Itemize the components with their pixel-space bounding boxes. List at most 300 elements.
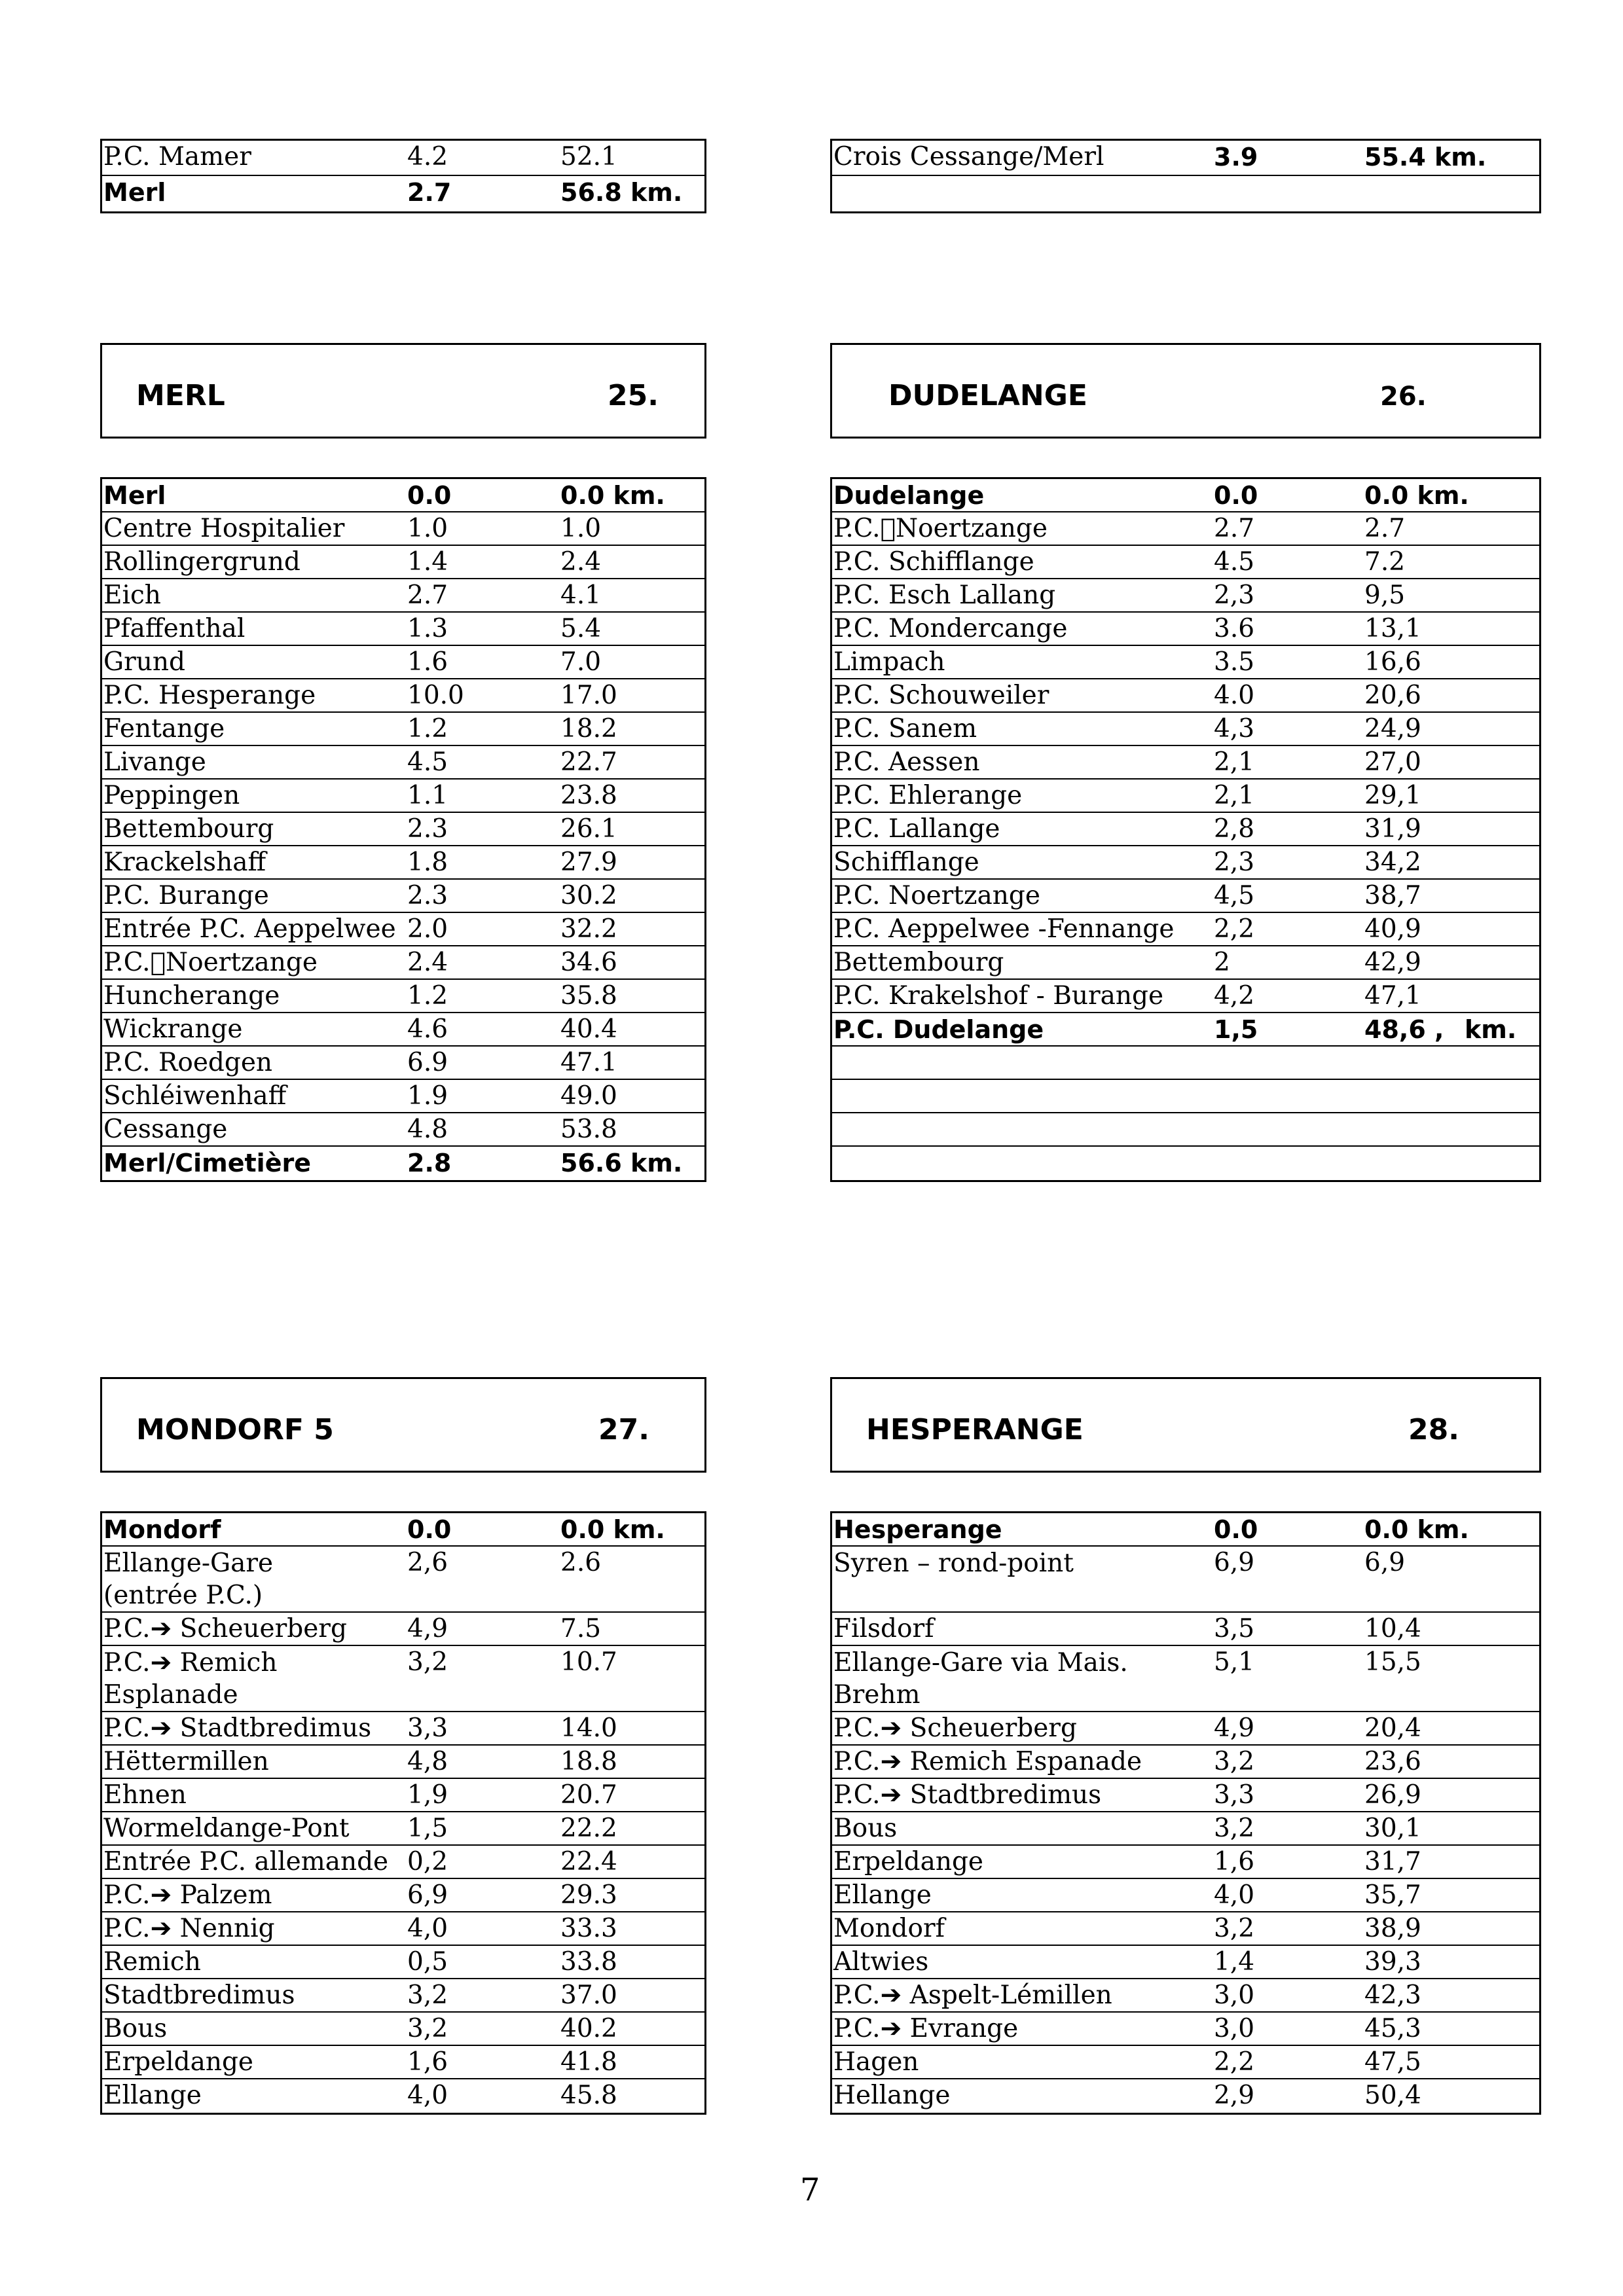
place-name: Cessange (103, 1115, 228, 1144)
place-name: Altwies (833, 1947, 929, 1977)
place-name: P.C.➔ Nennig (103, 1914, 275, 1943)
place-name: Ehnen (103, 1780, 187, 1810)
segment-distance: 4.5 (407, 747, 448, 777)
place-name: Entrée P.C. allemande (103, 1847, 389, 1876)
cumulative-distance: 17.0 (560, 681, 617, 710)
cumulative-distance: 23,6 (1364, 1747, 1421, 1776)
segment-distance: 1.2 (407, 714, 448, 744)
cumulative-distance: 7.2 (1364, 547, 1406, 577)
cumulative-distance: 13,1 (1364, 614, 1421, 643)
place-name: Huncherange (103, 981, 280, 1011)
cumulative-distance: 55.4 km. (1364, 143, 1487, 171)
table-row (832, 1513, 1539, 1547)
table-row (102, 1746, 704, 1779)
place-name: Stadtbredimus (103, 1981, 295, 2010)
route-table-mondorf (100, 1511, 706, 2115)
cumulative-distance: 40,9 (1364, 914, 1421, 944)
place-name: P.C. Roedgen (103, 1048, 273, 1077)
table-row (832, 1979, 1539, 2013)
segment-distance: 3,2 (1214, 1814, 1255, 1843)
cumulative-distance: 23.8 (560, 781, 617, 810)
place-name: Fentange (103, 714, 225, 744)
cumulative-distance: 35.8 (560, 981, 617, 1011)
segment-distance: 4,2 (1214, 981, 1255, 1011)
cumulative-distance: 40.4 (560, 1014, 617, 1044)
place-name: P.C.➔ Scheuerberg (833, 1713, 1077, 1743)
route-number: 27. (598, 1413, 649, 1446)
place-name: Mondorf (103, 1515, 221, 1544)
cumulative-distance: 5.4 (560, 614, 602, 643)
table-row (832, 946, 1539, 980)
table-row (102, 780, 704, 813)
table-row (102, 746, 704, 780)
segment-distance: 3,2 (1214, 1914, 1255, 1943)
table-row (102, 1047, 704, 1080)
cumulative-distance: 2.6 (560, 1548, 602, 1577)
table-row (832, 1846, 1539, 1879)
segment-distance: 2 (1214, 948, 1230, 977)
place-name: Remich (103, 1947, 201, 1977)
segment-distance: 4.2 (407, 142, 448, 171)
route-title-box-dudelange (830, 343, 1541, 439)
segment-distance: 4,9 (1214, 1713, 1255, 1743)
segment-distance: 3,0 (1214, 2014, 1255, 2043)
place-name: Schifflange (833, 848, 979, 877)
place-name: Ellange (833, 1880, 932, 1910)
route-table-hesperange (830, 1511, 1541, 2115)
segment-distance: 4,0 (1214, 1880, 1255, 1910)
cumulative-distance: 52.1 (560, 142, 617, 171)
cumulative-distance: 0.0 km. (560, 481, 665, 510)
table-row (102, 1946, 704, 1979)
table-row (102, 713, 704, 746)
table-row (832, 176, 1539, 211)
table-row (832, 1547, 1539, 1613)
place-name: P.C. Schifflange (833, 547, 1034, 577)
place-name: Ellange-Gare via Mais. Brehm (833, 1648, 1128, 1710)
cumulative-distance: 20,4 (1364, 1713, 1421, 1743)
segment-distance: 2.7 (1214, 514, 1255, 543)
table-row (102, 1879, 704, 1912)
table-row (832, 479, 1539, 512)
cumulative-distance: 24,9 (1364, 714, 1421, 744)
cumulative-distance: 26.1 (560, 814, 617, 844)
route-table-dudelange (830, 477, 1541, 1182)
place-name: Entrée P.C. Aeppelwee (103, 914, 396, 944)
segment-distance: 3.6 (1214, 614, 1255, 643)
cumulative-distance: 10,4 (1364, 1614, 1421, 1643)
segment-distance: 3,2 (407, 1981, 448, 2010)
segment-distance: 1,5 (1214, 1015, 1258, 1044)
cumulative-distance: 20,6 (1364, 681, 1421, 710)
segment-distance: 1.0 (407, 514, 448, 543)
table-row (102, 2079, 704, 2113)
cumulative-distance: 56.8 km. (560, 178, 683, 207)
segment-distance: 4.8 (407, 1115, 448, 1144)
table-row (102, 1113, 704, 1147)
cumulative-distance: 15,5 (1364, 1647, 1421, 1677)
table-row (832, 2013, 1539, 2046)
segment-distance: 4,5 (1214, 881, 1255, 910)
place-name: P.C. Lallange (833, 814, 1000, 844)
cumulative-distance: 32.2 (560, 914, 617, 944)
cumulative-distance: 47.1 (560, 1048, 617, 1077)
segment-distance: 2,1 (1214, 747, 1255, 777)
segment-distance: 0.0 (407, 1515, 452, 1544)
table-row (102, 646, 704, 679)
place-name-main: Ellange-Gare (103, 1549, 274, 1578)
segment-distance: 1.6 (407, 647, 448, 677)
place-name: P.C.➔ Evrange (833, 2014, 1019, 2043)
cumulative-distance: 29.3 (560, 1880, 617, 1910)
place-name: Merl/Cimetière (103, 1149, 311, 1177)
distance-unit: km. (1465, 1015, 1517, 1044)
place-name: P.C. Ehlerange (833, 781, 1023, 810)
table-row (832, 913, 1539, 946)
table-row (102, 2046, 704, 2079)
table-row (102, 880, 704, 913)
table-row (832, 1946, 1539, 1979)
segment-distance: 0.0 (1214, 1515, 1258, 1544)
segment-distance: 2.3 (407, 881, 448, 910)
cumulative-distance: 0.0 km. (1364, 481, 1469, 510)
segment-distance: 2,2 (1214, 2047, 1255, 2077)
place-name: Erpeldange (103, 2047, 254, 2077)
route-number: 25. (608, 379, 659, 412)
route-table-merl (100, 477, 706, 1182)
segment-distance: 4.5 (1214, 547, 1255, 577)
segment-distance: 2.0 (407, 914, 448, 944)
place-name: P.C. Esch Lallang (833, 581, 1056, 610)
place-name: Wickrange (103, 1014, 243, 1044)
segment-distance: 4,3 (1214, 714, 1255, 744)
segment-distance: 2,8 (1214, 814, 1255, 844)
route-title: MERL (136, 379, 225, 412)
place-name: P.C. Aeppelwee -Fennange (833, 914, 1175, 944)
table-row (102, 1912, 704, 1946)
place-name: Schléiwenhaff (103, 1081, 287, 1111)
table-row (102, 1779, 704, 1812)
cumulative-distance: 22.2 (560, 1814, 617, 1843)
table-row (102, 1080, 704, 1113)
cumulative-distance: 18.8 (560, 1747, 617, 1776)
segment-distance: 2,6 (407, 1548, 448, 1577)
place-name: P.C. Mondercange (833, 614, 1068, 643)
place-name: Krackelshaff (103, 848, 266, 877)
place-name: Eich (103, 581, 161, 610)
place-name: Filsdorf (833, 1614, 934, 1643)
route-title-box-hesperange (830, 1377, 1541, 1473)
table-row (102, 913, 704, 946)
place-name: P.C. Dudelange (833, 1015, 1044, 1044)
place-name-note: (entrée P.C.) (103, 1581, 263, 1610)
segment-distance: 1.4 (407, 547, 448, 577)
place-name: Hesperange (833, 1515, 1002, 1544)
table-row (832, 2079, 1539, 2113)
cumulative-distance: 2.7 (1364, 514, 1406, 543)
table-row (832, 980, 1539, 1013)
table-row (102, 1646, 704, 1712)
cumulative-distance: 40.2 (560, 2014, 617, 2043)
cumulative-distance: 53.8 (560, 1115, 617, 1144)
cumulative-distance: 34,2 (1364, 848, 1421, 877)
route-title-box-mondorf (100, 1377, 706, 1473)
table-row (102, 546, 704, 579)
place-name: Mondorf (833, 1914, 945, 1943)
table-row (102, 579, 704, 613)
table-row (832, 1712, 1539, 1746)
segment-distance: 3,0 (1214, 1981, 1255, 2010)
table-row (102, 141, 704, 176)
table-row (832, 746, 1539, 780)
table-row (832, 1779, 1539, 1812)
cumulative-distance: 9,5 (1364, 581, 1406, 610)
cumulative-distance: 33.8 (560, 1947, 617, 1977)
cumulative-distance: 0.0 km. (1364, 1515, 1469, 1544)
segment-distance: 4,9 (407, 1614, 448, 1643)
place-name: Grund (103, 647, 185, 677)
cumulative-distance: 22.7 (560, 747, 617, 777)
segment-distance: 0,5 (407, 1947, 448, 1977)
place-name: P.C.➔ Stadtbredimus (833, 1780, 1102, 1810)
place-name: P.C. Aessen (833, 747, 980, 777)
place-name: P.C.➔ Remich Espanade (833, 1747, 1142, 1776)
cumulative-distance: 26,9 (1364, 1780, 1421, 1810)
cumulative-distance: 14.0 (560, 1713, 617, 1743)
place-name: Ellange (103, 2081, 202, 2110)
place-name: Hagen (833, 2047, 919, 2077)
table-row (102, 1613, 704, 1646)
place-name: Wormeldange-Pont (103, 1814, 350, 1843)
place-name: P.C.➔ Palzem (103, 1880, 272, 1910)
segment-distance: 3,3 (1214, 1780, 1255, 1810)
segment-distance: 2,3 (1214, 848, 1255, 877)
cumulative-distance: 41.8 (560, 2047, 617, 2077)
segment-distance: 6.9 (407, 1048, 448, 1077)
place-name: P.C.➔ Aspelt-Lémillen (833, 1981, 1112, 2010)
segment-distance: 1,5 (407, 1814, 448, 1843)
place-name: Livange (103, 747, 206, 777)
table-row (102, 512, 704, 546)
table-row (832, 1113, 1539, 1147)
place-name: P.C.➔ Scheuerberg (103, 1614, 347, 1643)
cumulative-distance: 47,1 (1364, 981, 1421, 1011)
cumulative-distance: 37.0 (560, 1981, 617, 2010)
segment-distance: 2,3 (1214, 581, 1255, 610)
segment-distance: 3,5 (1214, 1614, 1255, 1643)
table-row (832, 1646, 1539, 1712)
segment-distance: 1.3 (407, 614, 448, 643)
cumulative-distance: 30.2 (560, 881, 617, 910)
cumulative-distance: 38,9 (1364, 1914, 1421, 1943)
cumulative-distance: 56.6 km. (560, 1149, 683, 1177)
segment-distance: 2.7 (407, 178, 452, 207)
cumulative-distance: 42,3 (1364, 1981, 1421, 2010)
segment-distance: 3,2 (1214, 1747, 1255, 1776)
table-row (102, 1846, 704, 1879)
table-row (102, 980, 704, 1013)
segment-distance: 6,9 (407, 1880, 448, 1910)
segment-distance: 0.0 (1214, 481, 1258, 510)
cumulative-distance: 31,9 (1364, 814, 1421, 844)
segment-distance: 2.4 (407, 948, 448, 977)
place-name: P.C. Noertzange (833, 881, 1040, 910)
cumulative-distance: 35,7 (1364, 1880, 1421, 1910)
segment-distance: 1.2 (407, 981, 448, 1011)
table-row (102, 1013, 704, 1047)
table-row (832, 1080, 1539, 1113)
route-title-box-merl (100, 343, 706, 439)
segment-distance: 3,2 (407, 2014, 448, 2043)
cumulative-distance: 29,1 (1364, 781, 1421, 810)
segment-distance: 3.5 (1214, 647, 1255, 677)
table-row (102, 176, 704, 211)
table-row (102, 1513, 704, 1547)
place-name: Bous (833, 1814, 898, 1843)
table-row (832, 713, 1539, 746)
route-title: DUDELANGE (888, 379, 1087, 412)
segment-distance: 4,0 (407, 1914, 448, 1943)
cumulative-distance: 10.7 (560, 1647, 617, 1677)
place-name: Bettembourg (833, 948, 1004, 977)
segment-distance: 3,3 (407, 1713, 448, 1743)
place-name: P.C.➔ Stadtbredimus (103, 1713, 372, 1743)
place-name: Hëttermillen (103, 1747, 269, 1776)
segment-distance: 3.9 (1214, 143, 1258, 171)
table-row (832, 846, 1539, 880)
segment-distance: 1,6 (407, 2047, 448, 2077)
segment-distance: 4,0 (407, 2081, 448, 2110)
route-title: HESPERANGE (866, 1413, 1084, 1446)
table-row (832, 1047, 1539, 1080)
table-row (832, 1879, 1539, 1912)
place-name: Crois Cessange/Merl (833, 142, 1104, 171)
segment-distance: 1.9 (407, 1081, 448, 1111)
cumulative-distance: 33.3 (560, 1914, 617, 1943)
cumulative-distance: 4.1 (560, 581, 602, 610)
table-row (832, 1812, 1539, 1846)
cumulative-distance: 49.0 (560, 1081, 617, 1111)
table-row (832, 141, 1539, 176)
place-name: Peppingen (103, 781, 240, 810)
cumulative-distance: 6,9 (1364, 1548, 1406, 1577)
cumulative-distance: 30,1 (1364, 1814, 1421, 1843)
table-row (102, 1712, 704, 1746)
table-row (102, 1812, 704, 1846)
segment-distance: 1,9 (407, 1780, 448, 1810)
route-number: 26. (1380, 382, 1427, 412)
table-row (832, 613, 1539, 646)
place-name: Rollingergrund (103, 547, 301, 577)
place-name: Dudelange (833, 481, 985, 510)
cumulative-distance: 7.5 (560, 1614, 602, 1643)
table-row (102, 1979, 704, 2013)
segment-distance: 1,6 (1214, 1847, 1255, 1876)
segment-distance: 2.3 (407, 814, 448, 844)
table-row (832, 1746, 1539, 1779)
segment-distance: 2,2 (1214, 914, 1255, 944)
place-name: Bous (103, 2014, 168, 2043)
table-row (832, 1013, 1539, 1047)
place-name: Syren – rond-point (833, 1549, 1074, 1578)
table-row (832, 579, 1539, 613)
segment-distance: 10.0 (407, 681, 464, 710)
place-name: P.C. Noertzange (103, 948, 310, 977)
segment-distance: 0.0 (407, 481, 452, 510)
table-row (832, 1147, 1539, 1180)
cumulative-distance: 27.9 (560, 848, 617, 877)
segment-distance: 4.6 (407, 1014, 448, 1044)
segment-distance: 0,2 (407, 1847, 448, 1876)
place-name: P.C. Noertzange (833, 514, 1040, 543)
place-name: Bettembourg (103, 814, 274, 844)
segment-distance: 4.0 (1214, 681, 1255, 710)
cumulative-distance: 1.0 (560, 514, 602, 543)
table-row (102, 1547, 704, 1613)
cumulative-distance: 42,9 (1364, 948, 1421, 977)
place-name: P.C.➔ Remich Esplanade (103, 1648, 278, 1710)
table-row (832, 1912, 1539, 1946)
segment-distance: 2.8 (407, 1149, 452, 1177)
page-number: 7 (800, 2172, 820, 2208)
place-name: P.C. Mamer (103, 142, 251, 171)
top-right-table (830, 139, 1541, 213)
table-row (102, 679, 704, 713)
table-row (832, 1613, 1539, 1646)
cumulative-distance: 47,5 (1364, 2047, 1421, 2077)
table-row (102, 479, 704, 512)
cumulative-distance: 31,7 (1364, 1847, 1421, 1876)
cumulative-distance: 27,0 (1364, 747, 1421, 777)
segment-distance: 6,9 (1214, 1548, 1255, 1577)
segment-distance: 4,8 (407, 1747, 448, 1776)
place-name: P.C. Hesperange (103, 681, 316, 710)
table-row (832, 646, 1539, 679)
segment-distance: 2.7 (407, 581, 448, 610)
cumulative-distance: 34.6 (560, 948, 617, 977)
segment-distance: 1,4 (1214, 1947, 1255, 1977)
top-left-table (100, 139, 706, 213)
segment-distance: 1.1 (407, 781, 448, 810)
place-name: Merl (103, 178, 166, 207)
cumulative-distance: 38,7 (1364, 881, 1421, 910)
place-name: Erpeldange (833, 1847, 984, 1876)
place-name: P.C. Burange (103, 881, 269, 910)
place-name: Pfaffenthal (103, 614, 246, 643)
place-name: P.C. Sanem (833, 714, 977, 744)
place-name: Limpach (833, 647, 945, 677)
table-row (102, 813, 704, 846)
segment-distance: 3,2 (407, 1647, 448, 1677)
table-row (832, 2046, 1539, 2079)
place-name (103, 1547, 411, 1611)
table-row (832, 546, 1539, 579)
cumulative-distance: 22.4 (560, 1847, 617, 1876)
table-row (102, 846, 704, 880)
table-row (102, 946, 704, 980)
cumulative-distance: 48,6 , (1364, 1015, 1444, 1044)
table-row (832, 813, 1539, 846)
cumulative-distance: 45,3 (1364, 2014, 1421, 2043)
cumulative-distance: 39,3 (1364, 1947, 1421, 1977)
segment-distance: 2,9 (1214, 2081, 1255, 2110)
cumulative-distance: 0.0 km. (560, 1515, 665, 1544)
cumulative-distance: 20.7 (560, 1780, 617, 1810)
table-row (832, 880, 1539, 913)
cumulative-distance: 50,4 (1364, 2081, 1421, 2110)
table-row (832, 780, 1539, 813)
route-number: 28. (1408, 1413, 1459, 1446)
